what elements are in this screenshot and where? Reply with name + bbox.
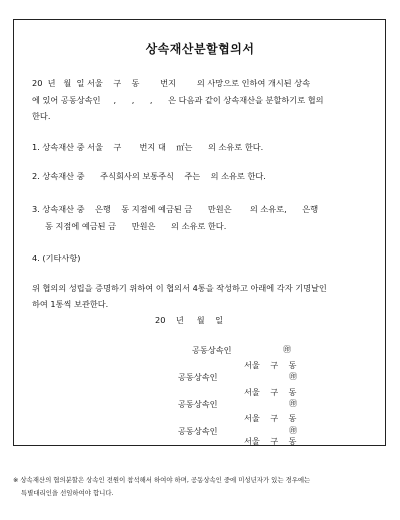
signer-1-label: 공동상속인: [192, 345, 232, 355]
signer-2-address: 서울 구 동: [244, 387, 297, 397]
item-3-line-1: 3. 상속재산 중 은행 동 지점에 예금된 금 만원은 의 소유로, 은행: [32, 204, 319, 214]
intro-line-1: 20 년 월 일 서울 구 동 번지 의 사망으로 인하여 개시된 상속: [32, 78, 311, 88]
intro-line-2: 에 있어 공동상속인 , , , 은 다음과 같이 상속재산을 분할하기로 협의: [32, 95, 324, 105]
item-2: 2. 상속재산 중 주식회사의 보통주식 주는 의 소유로 한다.: [32, 171, 266, 181]
signer-2-label: 공동상속인: [178, 372, 218, 382]
footnote-line-1: ※ 상속재산의 협의분할은 상속인 전원이 참석해서 하여야 하며, 공동상속인 중에 미성년자가 있는 경우에는: [13, 476, 311, 484]
intro-line-3: 한다.: [32, 111, 51, 121]
signer-3-seal: ㊞: [289, 398, 298, 408]
item-3-line-2: 동 지점에 예금된 금 만원은 의 소유로 한다.: [32, 221, 227, 231]
signer-4-seal: ㊞: [289, 425, 298, 435]
signer-1-address: 서울 구 동: [244, 360, 297, 370]
signer-3-label: 공동상속인: [178, 399, 218, 409]
closing-line-1: 위 협의의 성립을 증명하기 위하여 이 협의서 4통을 작성하고 아래에 각자 기명날인: [32, 283, 327, 293]
signer-1-seal: ㊞: [283, 344, 292, 354]
signer-4-address: 서울 구 동: [244, 436, 297, 446]
signer-2-seal: ㊞: [289, 371, 298, 381]
signer-3-address: 서울 구 동: [244, 413, 297, 423]
closing-line-2: 하여 1통씩 보관한다.: [32, 299, 109, 309]
date-line: 20 년 월 일: [155, 315, 223, 325]
document-title: 상속재산분할협의서: [145, 42, 255, 56]
item-4: 4. (기타사항): [32, 253, 81, 263]
footnote-line-2: 특별대리인을 선임하여야 합니다.: [21, 489, 114, 497]
signer-4-label: 공동상속인: [178, 426, 218, 436]
item-1: 1. 상속재산 중 서울 구 번지 대 ㎡는 의 소유로 한다.: [32, 142, 264, 152]
